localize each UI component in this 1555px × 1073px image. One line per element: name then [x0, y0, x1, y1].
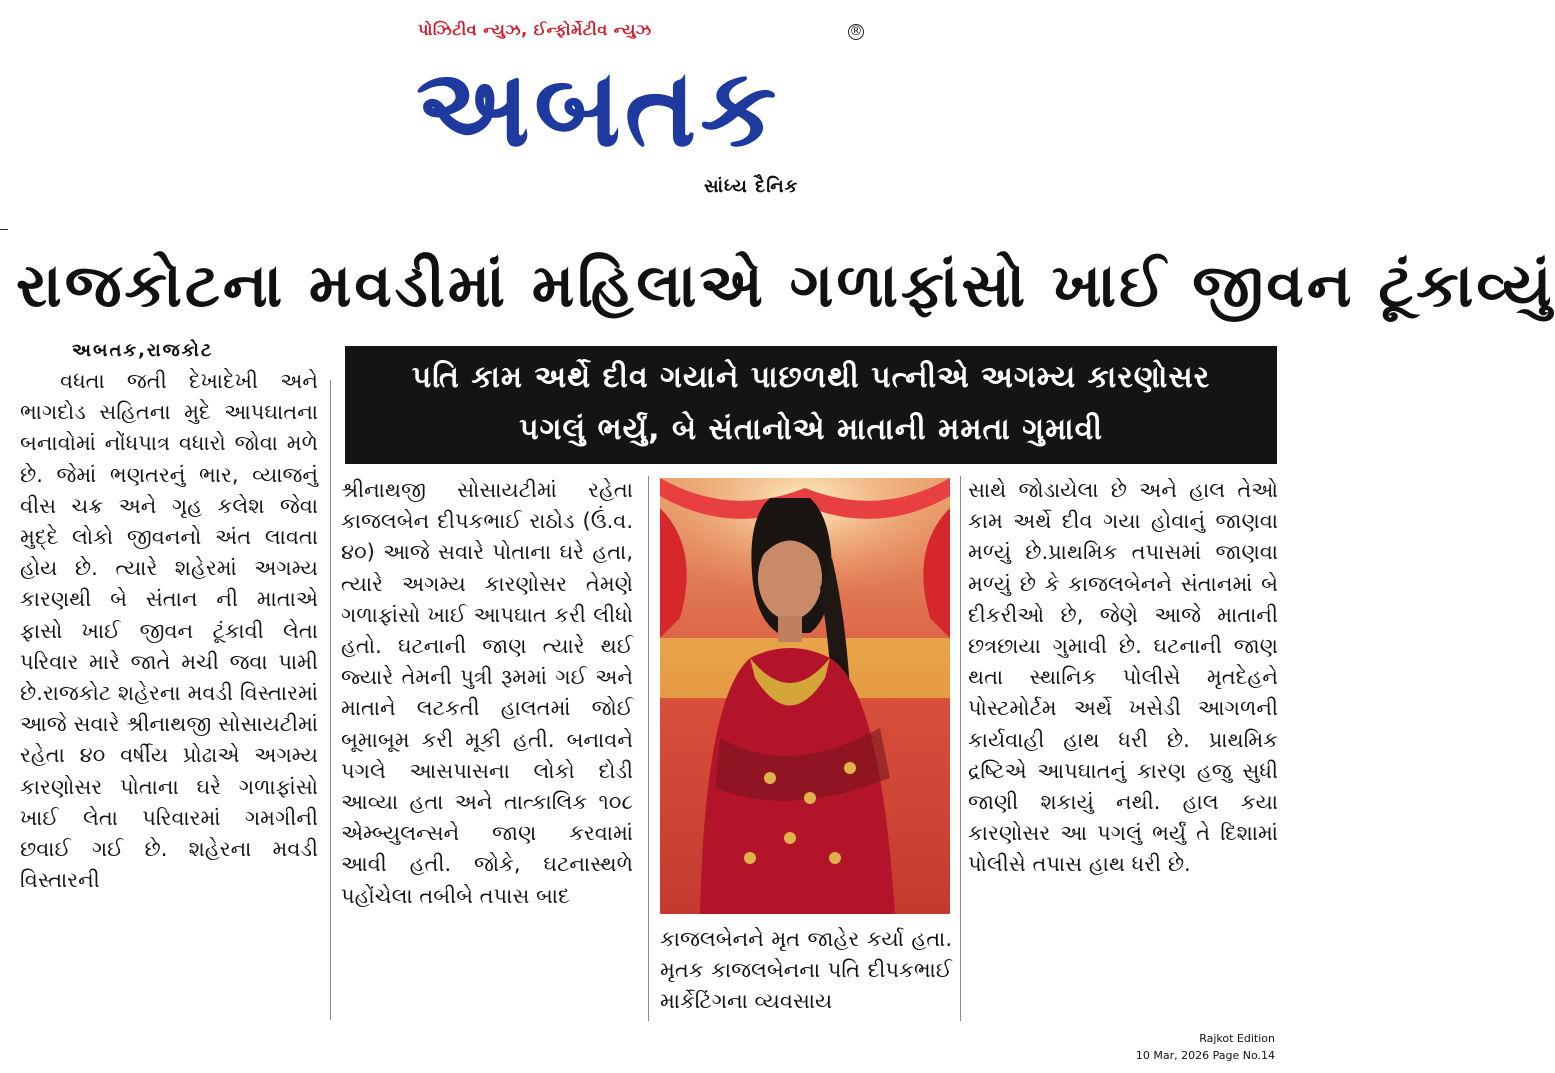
continuation-text: કાજલબેનને મૃત જાહેર કર્યા હતા. મૃતક કાજલબેનના પતિ દીપકભાઈ માર્કેટિંગના વ્યવસાય	[660, 927, 952, 1014]
column-divider	[330, 380, 331, 1020]
article-subhead-box	[345, 346, 1277, 464]
masthead-subtitle: સાંધ્ય દૈનિક	[704, 176, 799, 197]
article-column-3	[968, 475, 1278, 881]
subhead-line-2: પગલું ભર્યું, બે સંતાનોએ માતાની મમતા ગુમાવી	[519, 412, 1103, 447]
subhead-line-1: પતિ કામ અર્થે દીવ ગયાને પાછળથી પત્નીએ અગમ્ય કારણોસર	[411, 360, 1211, 395]
masthead-tagline: પોઝિટીવ ન્યુઝ, ઈન્ફોર્મેટીવ ન્યુઝ	[418, 20, 652, 39]
newspaper-logo: અબતક	[416, 46, 781, 171]
registered-mark: ®	[849, 24, 863, 39]
column-divider	[648, 476, 649, 1021]
article-headline: રાજકોટના મવડીમાં મહિલાએ ગળાફાંસો ખાઈ જીવન ટૂંકાવ્યું	[16, 251, 1555, 321]
edition-name: Rajkot Edition	[1199, 1032, 1275, 1045]
portrait-image	[660, 478, 950, 914]
article-continuation	[660, 924, 952, 1018]
margin-mark	[0, 229, 8, 230]
edition-footer	[1136, 1030, 1275, 1064]
article-column-1	[20, 366, 318, 896]
masthead	[0, 0, 1283, 210]
edition-date-page: 10 Mar, 2026 Page No.14	[1135, 1049, 1275, 1062]
column-3-text: સાથે જોડાયેલા છે અને હાલ તેઓ કામ અર્થે દીવ ગયા હોવાનું જાણવા મળ્યું છે.પ્રાથમિક તપાસમાં જાણવા મળ્યું છે કે કાજલબેનને સંતાનમાં બે દીકરીઓ છે, જેણે આજે માતાની છત્રછાયા ગુમાવી છે. ઘટનાની જાણ થતા સ્થાનિક પોલીસે મૃતદેહને પોસ્ટમોર્ટમ અર્થે ખસેડી આગળની કાર્યવાહી હાથ ધરી છે. પ્રાથમિક દ્રષ્ટિએ આપઘાતનું કારણ હજુ સુધી જાણી શકાયું નથી. હાલ કયા કારણોસર આ પગલું ભર્યું તે દિશામાં પોલીસે તપાસ હાથ ધરી છે.	[968, 478, 1278, 877]
article-byline: અબતક,રાજકોટ	[72, 340, 214, 361]
article-column-2	[341, 475, 633, 912]
column-1-text: વધતા જતી દેખાદેખી અને ભાગદોડ સહિતના મુદે આપઘાતના બનાવોમાં નોંધપાત્ર વધારો જોવા મળે છે. જેમાં ભણતરનું ભાર, વ્યાજનું વીસ ચક્ર અને ગૃહ કલેશ જેવા મુદ્દે લોકો જીવનનો અંત લાવતા હોય છે. ત્યારે શહેરમાં અગમ્ય કારણથી બે સંતાન ની માતાએ ફાસો ખાઈ જીવન ટૂંકાવી લેતા પરિવાર મારે જાતે મચી જવા પામી છે.રાજકોટ શહેરના મવડી વિસ્તારમાં આજે સવારે શ્રીનાથજી સોસાયટીમાં રહેતા ૪૦ વર્ષીય પ્રોઢાએ અગમ્ય કારણોસર પોતાના ઘરે ગળાફાંસો ખાઈ લેતા પરિવારમાં ગમગીની છવાઈ ગઈ છે. શહેરના મવડી વિસ્તારની	[20, 369, 318, 893]
column-divider	[960, 476, 961, 1021]
victim-photo	[660, 478, 950, 914]
column-2-text: શ્રીનાથજી સોસાયટીમાં રહેતા કાજલબેન દીપકભાઈ રાઠોડ (ઉં.વ. ૪૦) આજે સવારે પોતાના ઘરે હતા, ત્યારે અગમ્ય કારણોસર તેમણે ગળાફાંસો ખાઈ આપઘાત કરી લીધો હતો. ઘટનાની જાણ ત્યારે થઈ જ્યારે તેમની પુત્રી રૂમમાં ગઈ અને માતાને લટકતી હાલતમાં જોઈ બૂમાબૂમ કરી મૂકી હતી. બનાવને પગલે આસપાસના લોકો દોડી આવ્યા હતા અને તાત્કાલિક ૧૦૮ એમ્બ્યુલન્સને જાણ કરવામાં આવી હતી. જોકે, ઘટનાસ્થળે પહોંચેલા તબીબે તપાસ બાદ	[341, 478, 633, 908]
